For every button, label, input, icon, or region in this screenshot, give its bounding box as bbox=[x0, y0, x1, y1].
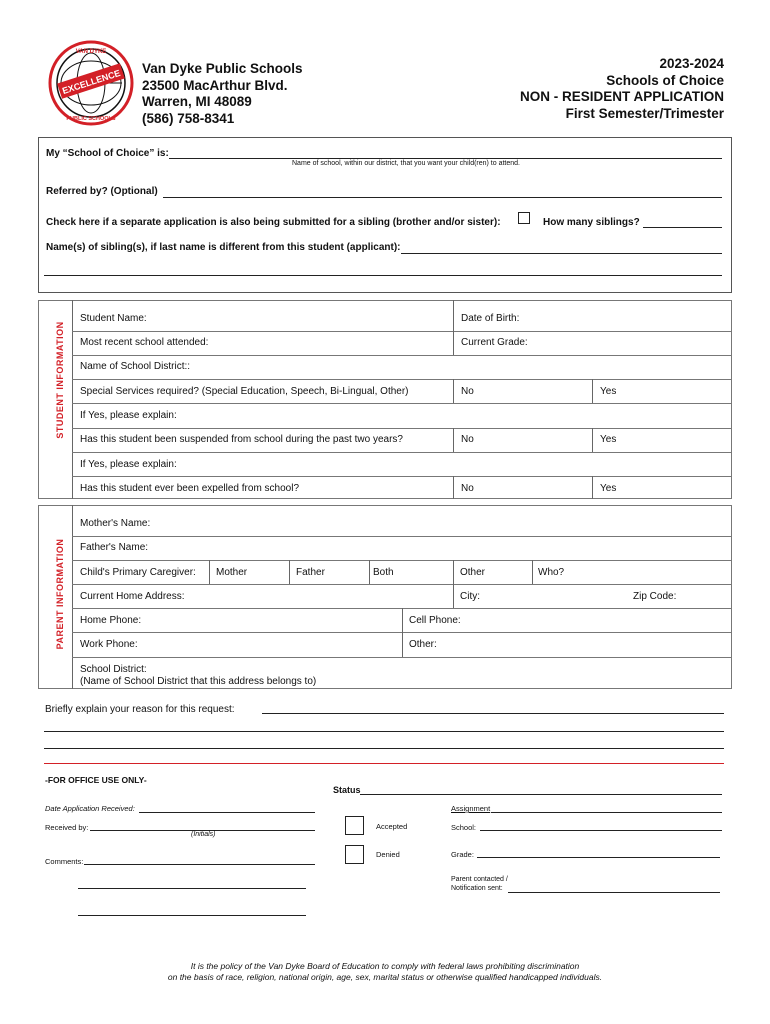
comments-label: Comments: bbox=[45, 857, 84, 866]
initials-label: (Initials) bbox=[191, 831, 216, 838]
expelled-no[interactable]: No bbox=[461, 483, 474, 494]
caregiver-mother[interactable]: Mother bbox=[216, 567, 248, 578]
suspended-yes[interactable]: Yes bbox=[600, 434, 617, 445]
date-received-field[interactable] bbox=[139, 812, 315, 813]
student-name-label: Student Name: bbox=[80, 313, 147, 324]
dob-label: Date of Birth: bbox=[461, 313, 520, 324]
caregiver-other[interactable]: Other bbox=[460, 567, 486, 578]
father-name-label: Father's Name: bbox=[80, 542, 149, 553]
policy-footer bbox=[0, 961, 770, 983]
zip-label: Zip Code: bbox=[633, 591, 677, 602]
program-name: Schools of Choice bbox=[606, 72, 724, 88]
primary-caregiver-label: Child's Primary Caregiver: bbox=[80, 567, 196, 578]
school-of-choice-hint: Name of school, within our district, that you want your child(ren) to attend. bbox=[292, 160, 520, 167]
reason-field-2[interactable] bbox=[44, 731, 724, 732]
section-divider bbox=[44, 763, 724, 764]
suspended-no[interactable]: No bbox=[461, 434, 474, 445]
caregiver-father[interactable]: Father bbox=[296, 567, 325, 578]
district-logo bbox=[48, 40, 134, 126]
work-phone-label: Work Phone: bbox=[80, 639, 138, 650]
date-received-label: Date Application Received: bbox=[45, 804, 135, 813]
other-phone-label: Other: bbox=[409, 639, 437, 650]
special-services-yes[interactable]: Yes bbox=[600, 386, 617, 397]
school-of-choice-label: My “School of Choice” is: bbox=[46, 148, 169, 159]
assignment-school-field[interactable] bbox=[480, 830, 722, 831]
cell-phone-label: Cell Phone: bbox=[409, 615, 461, 626]
svg-text:VAN DYKE: VAN DYKE bbox=[75, 49, 107, 55]
assignment-grade-field[interactable] bbox=[477, 857, 720, 858]
student-section-label: STUDENT INFORMATION bbox=[55, 321, 65, 439]
comments-field-2[interactable] bbox=[78, 888, 306, 889]
special-services-no[interactable]: No bbox=[461, 386, 474, 397]
school-of-choice-field[interactable] bbox=[169, 158, 722, 159]
assignment-line bbox=[491, 812, 722, 813]
assignment-grade-label: Grade: bbox=[451, 850, 474, 859]
reason-field-3[interactable] bbox=[44, 748, 724, 749]
explain-label-2: If Yes, please explain: bbox=[80, 459, 177, 470]
denied-label: Denied bbox=[376, 850, 400, 859]
term: First Semester/Trimester bbox=[565, 105, 724, 121]
parent-school-district-label: School District: bbox=[80, 664, 147, 675]
special-services-label: Special Services required? (Special Education, Speech, Bi-Lingual, Other) bbox=[80, 386, 409, 397]
office-use-title: -FOR OFFICE USE ONLY- bbox=[45, 775, 147, 785]
notification-sent-field[interactable] bbox=[508, 892, 720, 893]
svg-text:PUBLIC SCHOOLS: PUBLIC SCHOOLS bbox=[66, 116, 116, 122]
caregiver-who-label: Who? bbox=[538, 567, 565, 578]
status-label: Status bbox=[333, 785, 361, 795]
reason-label: Briefly explain your reason for this request: bbox=[45, 704, 235, 715]
referred-by-field[interactable] bbox=[163, 197, 722, 198]
logo-text: EXCELLENCE bbox=[60, 67, 122, 97]
sibling-names-label: Name(s) of sibling(s), if last name is different from this student (applicant): bbox=[46, 242, 401, 253]
current-grade-label: Current Grade: bbox=[461, 337, 528, 348]
policy-line-1: It is the policy of the Van Dyke Board of Education to comply with federal laws prohibiting discrimination bbox=[190, 961, 580, 971]
parent-contacted-label: Parent contacted / bbox=[451, 876, 508, 883]
comments-field-1[interactable] bbox=[84, 864, 315, 865]
district-info bbox=[142, 61, 303, 127]
suspended-label: Has this student been suspended from school during the past two years? bbox=[80, 434, 403, 445]
sibling-check-label: Check here if a separate application is also being submitted for a sibling (brother and/or sister): bbox=[46, 217, 501, 228]
sibling-names-field[interactable] bbox=[401, 253, 722, 254]
school-district-label: Name of School District:: bbox=[80, 361, 191, 372]
city-label: City: bbox=[460, 591, 480, 602]
received-by-label: Received by: bbox=[45, 823, 89, 832]
application-type: NON - RESIDENT APPLICATION bbox=[519, 89, 724, 104]
recent-school-label: Most recent school attended: bbox=[80, 337, 209, 348]
how-many-siblings-field[interactable] bbox=[643, 227, 722, 228]
sibling-names-field-2[interactable] bbox=[44, 275, 722, 276]
assignment-label: Assignment bbox=[451, 804, 491, 813]
reason-field-1[interactable] bbox=[262, 713, 724, 714]
school-year: 2023-2024 bbox=[659, 56, 724, 71]
accepted-label: Accepted bbox=[376, 822, 408, 831]
home-address-label: Current Home Address: bbox=[80, 591, 185, 602]
caregiver-both[interactable]: Both bbox=[373, 567, 394, 578]
referred-by-label: Referred by? (Optional) bbox=[46, 186, 158, 197]
district-address: 23500 MacArthur Blvd. bbox=[142, 77, 288, 93]
status-line bbox=[360, 794, 722, 795]
mother-name-label: Mother's Name: bbox=[80, 518, 151, 529]
parent-section-label: PARENT INFORMATION bbox=[55, 538, 65, 650]
accepted-checkbox[interactable] bbox=[345, 816, 364, 835]
district-phone: (586) 758-8341 bbox=[142, 110, 235, 126]
parent-school-district-hint: (Name of School District that this address belongs to) bbox=[80, 676, 317, 687]
explain-label-1: If Yes, please explain: bbox=[80, 410, 177, 421]
sibling-checkbox[interactable] bbox=[518, 212, 530, 224]
application-title bbox=[520, 56, 724, 122]
assignment-school-label: School: bbox=[451, 823, 477, 832]
policy-line-2: on the basis of race, religion, national origin, age, sex, marital status or otherwise qualified handicapped individuals. bbox=[167, 972, 603, 982]
expelled-label: Has this student ever been expelled from school? bbox=[80, 483, 300, 494]
expelled-yes[interactable]: Yes bbox=[600, 483, 617, 494]
district-name: Van Dyke Public Schools bbox=[142, 61, 303, 76]
district-city: Warren, MI 48089 bbox=[142, 94, 252, 109]
denied-checkbox[interactable] bbox=[345, 845, 364, 864]
how-many-siblings-label: How many siblings? bbox=[543, 217, 640, 228]
notification-sent-label: Notification sent: bbox=[451, 885, 503, 892]
comments-field-3[interactable] bbox=[78, 915, 306, 916]
home-phone-label: Home Phone: bbox=[80, 615, 142, 626]
